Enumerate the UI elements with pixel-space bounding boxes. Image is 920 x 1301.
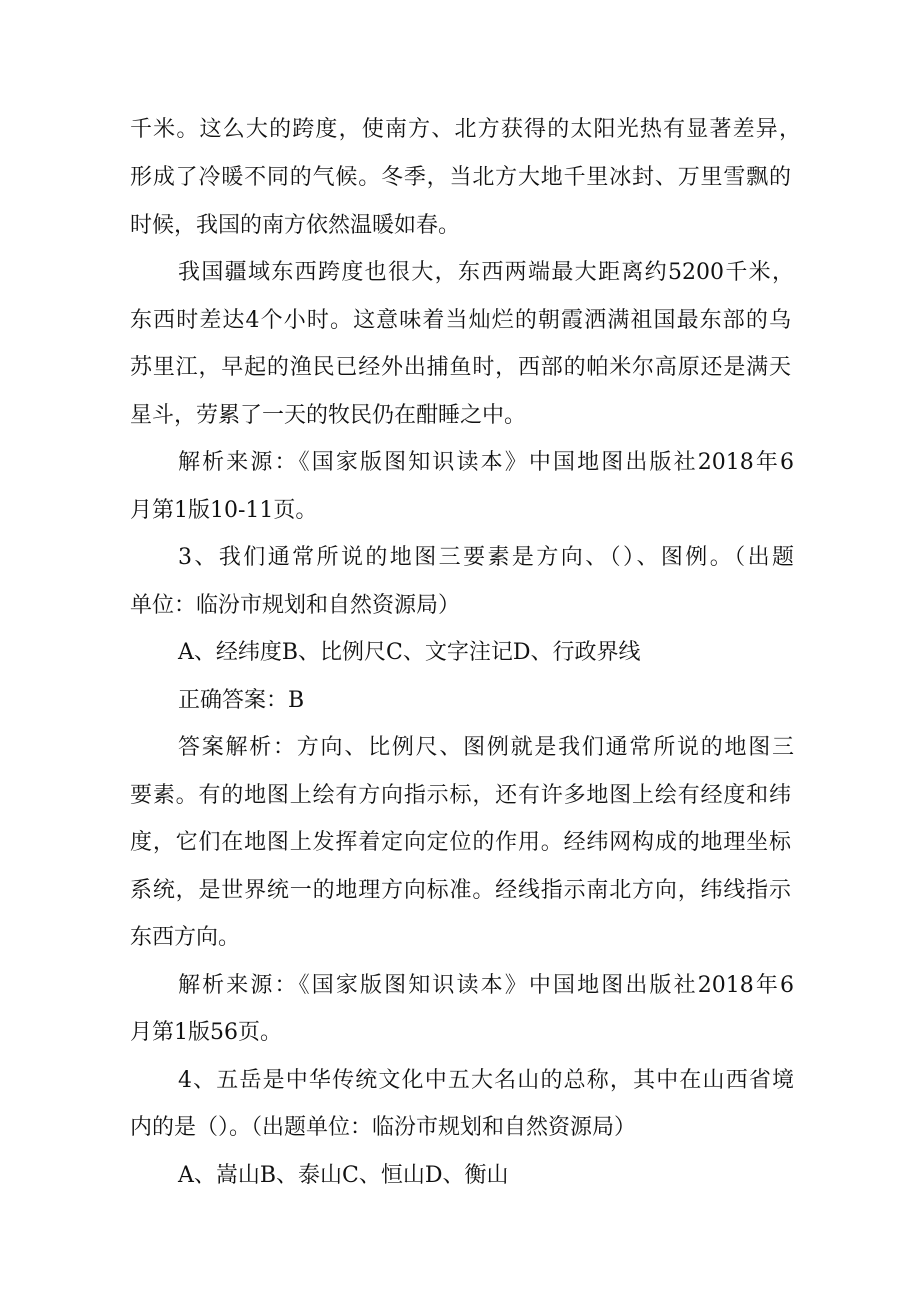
- question-3-line: 3、我们通常所说的地图三要素是方向、（）、图例。（出题: [178, 545, 794, 570]
- text-line: 东西时差达4个小时。这意味着当灿烂的朝霞洒满祖国最东部的乌: [130, 308, 791, 333]
- answer-explanation-line: 系统，是世界统一的地理方向标准。经线指示南北方向，纬线指示: [130, 878, 791, 903]
- source-citation-line: 解析来源：《国家版图知识读本》中国地图出版社2018年6: [178, 973, 794, 998]
- answer-explanation-line: 度，它们在地图上发挥着定向定位的作用。经纬网构成的地理坐标: [130, 830, 791, 855]
- text-line: 形成了冷暖不同的气候。冬季，当北方大地千里冰封、万里雪飘的: [130, 165, 791, 190]
- question-3-line: 单位：临汾市规划和自然资源局）: [130, 593, 461, 618]
- answer-explanation-line: 答案解析：方向、比例尺、图例就是我们通常所说的地图三: [178, 735, 794, 760]
- text-line: 苏里江，早起的渔民已经外出捕鱼时，西部的帕米尔高原还是满天: [130, 355, 791, 380]
- question-4-line: 4、五岳是中华传统文化中五大名山的总称，其中在山西省境: [178, 1068, 794, 1093]
- question-3-correct-answer: 正确答案：B: [178, 688, 305, 713]
- paragraph-first-line: 我国疆域东西跨度也很大，东西两端最大距离约5200千米，: [178, 260, 794, 285]
- text-line: 千米。这么大的跨度，使南方、北方获得的太阳光热有显著差异，: [130, 117, 801, 142]
- source-citation-line: 月第1版10-11页。: [130, 498, 318, 523]
- text-line: 星斗，劳累了一天的牧民仍在酣睡之中。: [130, 403, 527, 428]
- question-4-line: 内的是（）。（出题单位：临汾市规划和自然资源局）: [130, 1115, 637, 1140]
- answer-explanation-line: 东西方向。: [130, 925, 241, 950]
- text-line: 时候，我国的南方依然温暖如春。: [130, 213, 461, 238]
- answer-explanation-line: 要素。有的地图上绘有方向指示标，还有许多地图上绘有经度和纬: [130, 783, 791, 808]
- source-citation-line: 月第1版56页。: [130, 1020, 282, 1045]
- source-citation-line: 解析来源：《国家版图知识读本》中国地图出版社2018年6: [178, 450, 794, 475]
- question-4-options: A、嵩山B、泰山C、恒山D、衡山: [178, 1163, 509, 1188]
- question-3-options: A、经纬度B、比例尺C、文字注记D、行政界线: [178, 640, 641, 665]
